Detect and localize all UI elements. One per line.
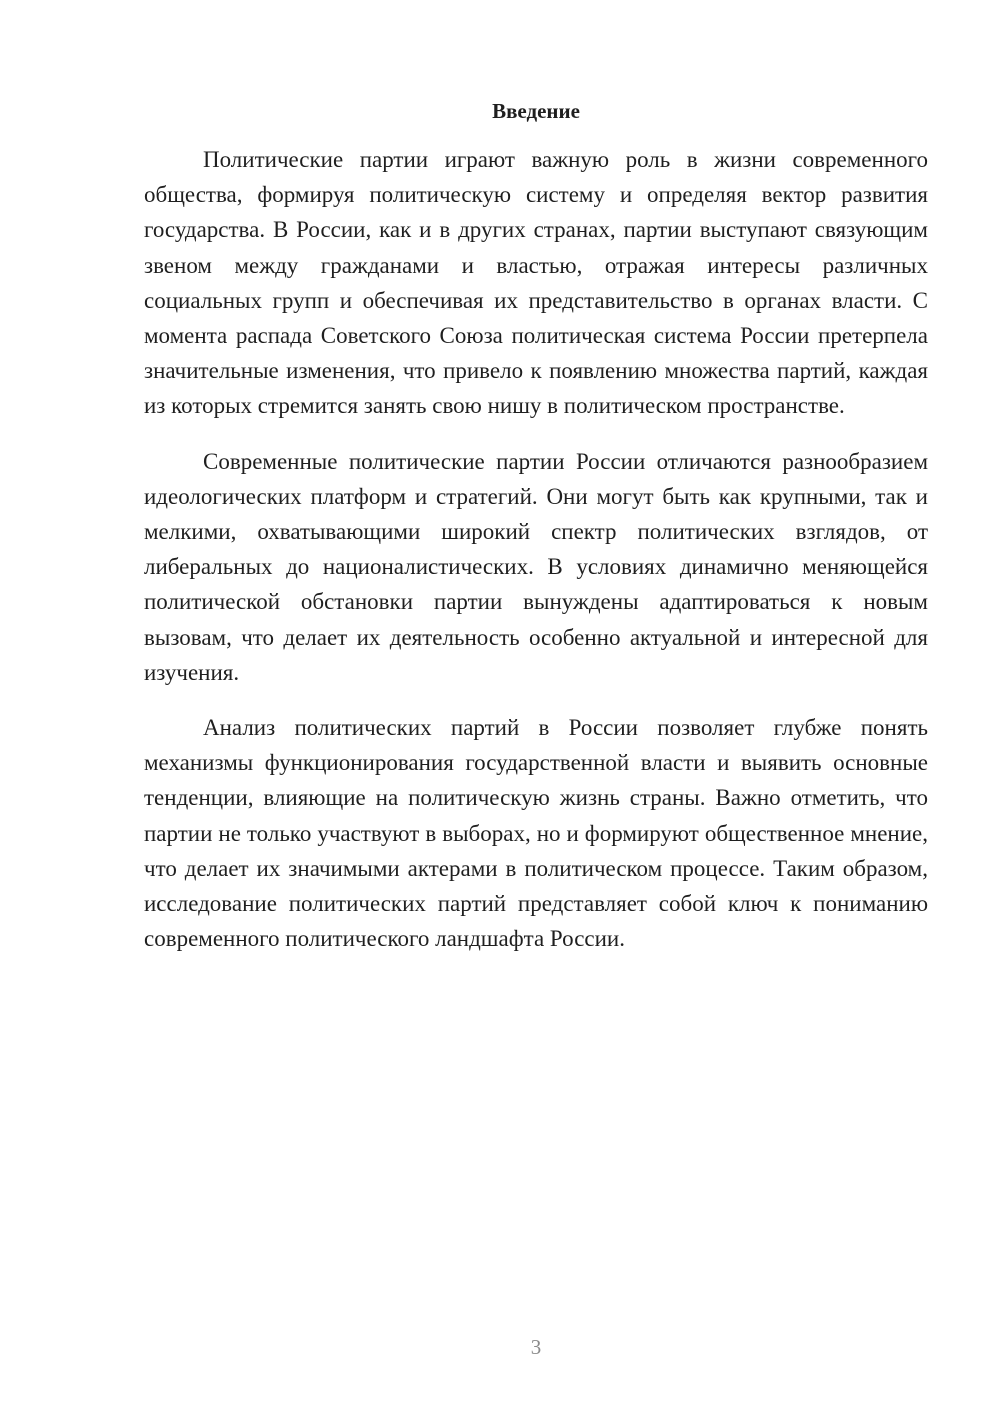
body-text <box>144 142 928 976</box>
paragraph-3: Анализ политических партий в России позволяет глубже понять механизмы функционирования государственной власти и выявить основные тенденции, влияющие на политическую жизнь страны. Важно отметить, что партии не только участвуют в выборах, но и формируют общественное мнение, что делает их значимыми актерами в политическом процессе. Таким образом, исследование политических партий представляет собой ключ к пониманию современного политического ландшафта России. <box>144 715 928 952</box>
page-number: 3 <box>530 1335 542 1359</box>
page-title: Введение <box>492 99 580 123</box>
paragraph-2: Современные политические партии России отличаются разнообразием идеологических платформ и стратегий. Они могут быть как крупными, так и мелкими, охватывающими широкий спектр политических взглядов, от либеральных до националистических. В условиях динамично меняющейся политической обстановки партии вынуждены адаптироваться к новым вызовам, что делает их деятельность особенно актуальной и интересной для изучения. <box>144 448 928 685</box>
paragraph-1: Политические партии играют важную роль в жизни современного общества, формируя политическую систему и определяя вектор развития государства. В России, как и в других странах, партии выступают связующим звеном между гражданами и властью, отражая интересы различных социальных групп и обеспечивая их представительство в органах власти. С момента распада Советского Союза политическая система России претерпела значительные изменения, что привело к появлению множества партий, каждая из которых стремится занять свою нишу в политическом пространстве. <box>144 147 928 419</box>
